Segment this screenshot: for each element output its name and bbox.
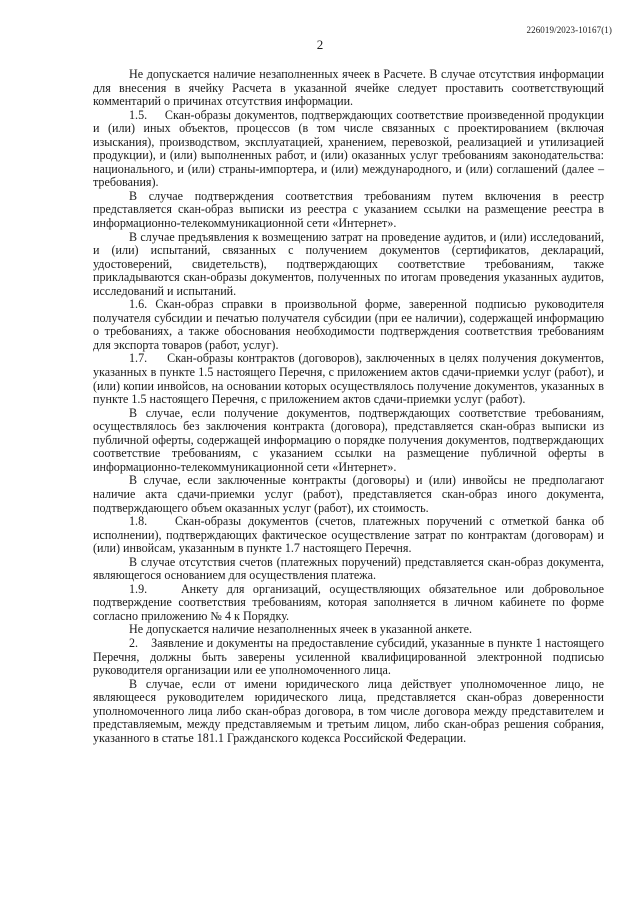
paragraph-public-offer: В случае, если получение документов, подтверждающих соответствие требованиям, осуществлялось без заключения контракта (договора), представляется скан-образ выписки из публичной оферты, содержащей информацию о порядке получения документов, подтверждающих соответствие требованиям, с указанием ссылки на размещение публичной оферты в информационно-телекоммуникационной сети «Интернет».: [93, 405, 604, 474]
paragraph-questionnaire-note: Не допускается наличие незаполненных ячеек в указанной анкете.: [129, 622, 472, 637]
paragraph-1-5: 1.5. Скан-образы документов, подтверждающих соответствие произведенной продукции и (или) иных объектов, процессов (в том числе связанных с проектированием (включая изыскания), производством, эксплуатацией, хранением, перевозкой, реализацией и утилизацией продукции), и (или) выполненных работ, и (или) оказанных услуг требованиям законодательства: национального, и (или) страны-импортера, и (или) международного, и (или) соглашений (далее – требования).: [93, 107, 604, 190]
paragraph-1-6: 1.6. Скан-образ справки в произвольной форме, заверенной подписью руководителя получателя субсидии и печатью получателя субсидии (при ее наличии), содержащей информацию о требованиях, а также обоснования необходимости подтверждения соответствия требованиям для экспорта товаров (работ, услуг).: [93, 297, 604, 352]
paragraph-registry: В случае подтверждения соответствия требованиям путем включения в реестр представляется скан-образ выписки из реестра с указанием ссылки на размещение реестра в информационно-телекоммуникационной сети «Интернет».: [93, 188, 604, 231]
document-body: [93, 68, 604, 745]
paragraph-authorized-person: В случае, если от имени юридического лица действует уполномоченное лицо, не являющееся руководителем юридического лица, представляется скан-образ доверенности уполномоченного лица либо скан-образ договора, в том числе договора между представителем и представляемым, между представляемым и третьим лицом, либо скан-образ решения собрания, указанного в статье 181.1 Гражданского кодекса Российской Федерации.: [93, 676, 604, 745]
document-registration-number: 226019/2023-10167(1): [526, 25, 612, 35]
paragraph-2: 2. Заявление и документы на предоставление субсидий, указанные в пункте 1 настоящего Перечня, должны быть заверены усиленной квалифицированной электронной подписью руководителя организации или ее уполномоченного лица.: [93, 635, 604, 678]
paragraph-audits: В случае предъявления к возмещению затрат на проведение аудитов, и (или) исследований, и (или) испытаний, связанных с получением документов (сертификатов, деклараций, удостоверений, свидетельств), подтверждающих соответствие требованиям, также прикладываются скан-образы документов, полученных по итогам проведения указанных аудитов, исследований и испытаний.: [93, 229, 604, 298]
paragraph-no-invoices: В случае отсутствия счетов (платежных поручений) представляется скан-образ документа, являющегося основанием для осуществления платежа.: [93, 554, 604, 583]
paragraph-no-acceptance-act: В случае, если заключенные контракты (договоры) и (или) инвойсы не предполагают наличие акта сдачи-приемки услуг (работ), представляется скан-образ иного документа, подтверждающего объем оказанных услуг (работ), их стоимость.: [93, 473, 604, 515]
paragraph-1-9: 1.9. Анкету для организаций, осуществляющих обязательное или добровольное подтверждение соответствия требованиям, которая заполняется в личном кабинете по форме согласно приложению № 4 к Порядку.: [93, 581, 604, 623]
page-number: 2: [316, 37, 324, 52]
paragraph-calculation-note: Не допускается наличие незаполненных ячеек в Расчете. В случае отсутствия информации для внесения в ячейку Расчета в указанной ячейке следует проставить соответствующий комментарий о причинах отсутствия информации.: [93, 67, 604, 109]
paragraph-1-7: 1.7. Скан-образы контрактов (договоров), заключенных в целях получения документов, указанных в пункте 1.5 настоящего Перечня, с приложением актов сдачи-приемки услуг (работ), и (или) копии инвойсов, на основании которых осуществлялось получение документов, указанных в пункте 1.5 настоящего Перечня, с приложением актов сдачи-приемки услуг (работ).: [93, 351, 604, 407]
paragraph-1-8: 1.8. Скан-образы документов (счетов, платежных поручений с отметкой банка об исполнении), подтверждающих фактическое осуществление затрат по контрактам (договорам) и (или) инвойсам, указанным в пункте 1.7 настоящего Перечня.: [93, 514, 604, 556]
